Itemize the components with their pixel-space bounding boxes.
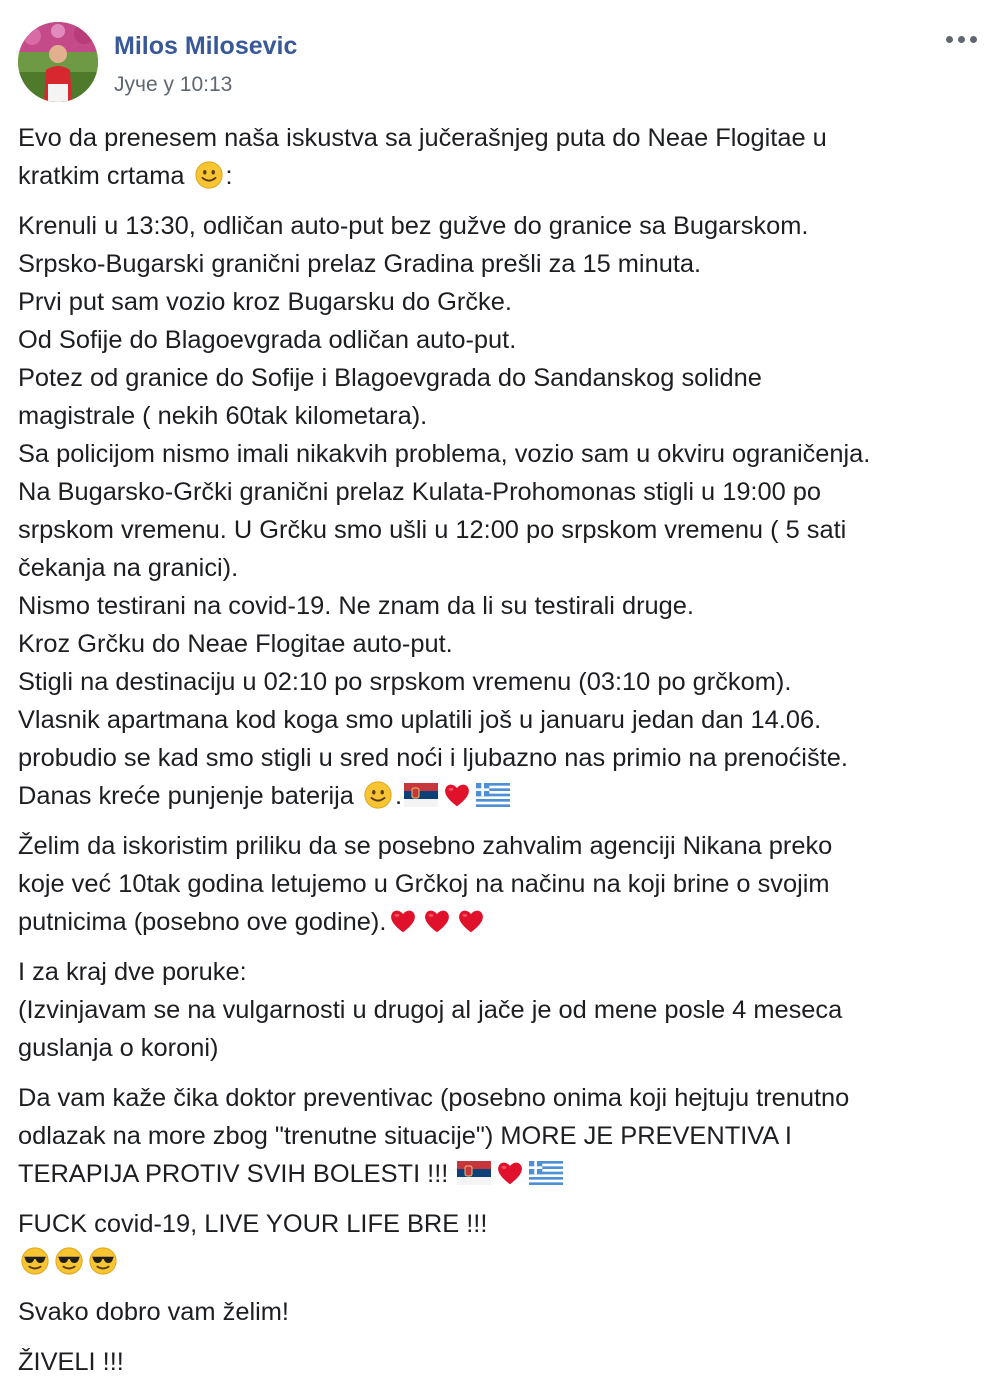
greece-flag-emoji-icon: [529, 1161, 563, 1185]
post-paragraph: [18, 1205, 988, 1281]
post-text-line: [18, 119, 988, 157]
serbia-flag-emoji-icon: [404, 783, 438, 807]
red-heart-emoji-icon: [422, 906, 452, 936]
post-text-segment: .: [394, 782, 403, 810]
red-heart-emoji-icon: [495, 1158, 525, 1188]
smiling-face-emoji-icon: [194, 160, 224, 190]
post-text-line: [18, 157, 988, 195]
post-text-line: [18, 1343, 988, 1381]
post-text-line: [18, 903, 988, 941]
post-text-line: [18, 1243, 988, 1281]
smiling-face-with-sunglasses-emoji-icon: [20, 1246, 50, 1276]
post-text-line: [18, 207, 988, 245]
post-text-segment: kratkim crtama: [18, 162, 192, 190]
post-text-line: [18, 435, 988, 473]
post-text-line: [18, 587, 988, 625]
post-paragraph: [18, 207, 988, 815]
post-text-segment: magistrale ( nekih 60tak kilometara).: [18, 402, 428, 430]
post-text-line: [18, 1205, 988, 1243]
post-text-segment: koje već 10tak godina letujemo u Grčkoj na načinu na koji brine o svojim: [18, 870, 830, 898]
post-text-segment: Krenuli u 13:30, odličan auto-put bez gužve do granice sa Bugarskom.: [18, 212, 809, 240]
post-text-segment: FUCK covid-19, LIVE YOUR LIFE BRE !!!: [18, 1210, 488, 1238]
post-text-line: [18, 663, 988, 701]
post-text-line: [18, 1293, 988, 1331]
post-text-line: [18, 777, 988, 815]
post-text-segment: probudio se kad smo stigli u sred noći i ljubazno nas primio na prenoćište.: [18, 744, 848, 772]
serbia-flag-emoji-icon: [457, 1161, 491, 1185]
post-text-segment: Od Sofije do Blagoevgrada odličan auto-put.: [18, 326, 517, 354]
post-text-line: [18, 549, 988, 587]
post-text-segment: Želim da iskoristim priliku da se posebno zahvalim agenciji Nikana preko: [18, 832, 833, 860]
more-horizontal-icon-dot: [958, 36, 965, 43]
more-horizontal-icon-dot: [970, 36, 977, 43]
post-text-segment: ŽIVELI !!!: [18, 1348, 124, 1376]
post-text-segment: srpskom vremenu. U Grčku smo ušli u 12:00 po srpskom vremenu ( 5 sati: [18, 516, 847, 544]
post-text-segment: Srpsko-Bugarski granični prelaz Gradina prešli za 15 minuta.: [18, 250, 702, 278]
post-text-line: [18, 359, 988, 397]
post-text-segment: Potez od granice do Sofije i Blagoevgrada do Sandanskog solidne: [18, 364, 762, 392]
smiling-face-emoji-icon: [363, 780, 393, 810]
post-text-segment: Kroz Grčku do Neae Flogitae auto-put.: [18, 630, 453, 658]
smiling-face-with-sunglasses-emoji-icon: [54, 1246, 84, 1276]
post-text-segment: čekanja na granici).: [18, 554, 239, 582]
post-paragraph: [18, 953, 988, 1067]
avatar-photo: [18, 22, 98, 102]
smiling-face-with-sunglasses-emoji-icon: [88, 1246, 118, 1276]
post-text-line: [18, 827, 988, 865]
post-paragraph: [18, 827, 988, 941]
post-text-segment: Na Bugarsko-Grčki granični prelaz Kulata-Prohomonas stigli u 19:00 po: [18, 478, 822, 506]
post-text-segment: Prvi put sam vozio kroz Bugarsku do Grčke.: [18, 288, 512, 316]
red-heart-emoji-icon: [456, 906, 486, 936]
post-paragraph: [18, 1343, 988, 1381]
post-paragraph: [18, 119, 988, 195]
more-horizontal-icon: [946, 36, 953, 43]
author-avatar[interactable]: [18, 22, 98, 102]
red-heart-emoji-icon: [442, 780, 472, 810]
post-text-line: [18, 245, 988, 283]
post-text-segment: guslanja o koroni): [18, 1034, 219, 1062]
post-options-button[interactable]: [942, 26, 982, 52]
red-heart-emoji-icon: [388, 906, 418, 936]
post-text-line: [18, 625, 988, 663]
post-text-line: [18, 701, 988, 739]
post-text-segment: odlazak na more zbog "trenutne situacije") MORE JE PREVENTIVA I: [18, 1122, 792, 1150]
post-text-line: [18, 1117, 988, 1155]
post-text-segment: Stigli na destinaciju u 02:10 po srpskom vremenu (03:10 po grčkom).: [18, 668, 792, 696]
post-text-segment: Da vam kaže čika doktor preventivac (posebno onima koji hejtuju trenutno: [18, 1084, 850, 1112]
post-text-segment: Danas kreće punjenje baterija: [18, 782, 361, 810]
post-text-line: [18, 321, 988, 359]
post-text-segment: Evo da prenesem naša iskustva sa jučerašnjeg puta do Neae Flogitae u: [18, 124, 827, 152]
post-text-segment: Vlasnik apartmana kod koga smo uplatili još u januaru jedan dan 14.06.: [18, 706, 822, 734]
post-text-segment: Sa policijom nismo imali nikakvih problema, vozio sam u okviru ograničenja.: [18, 440, 871, 468]
post-paragraph: [18, 1079, 988, 1193]
post-text-line: [18, 739, 988, 777]
greece-flag-emoji-icon: [476, 783, 510, 807]
post-text-segment: putnicima (posebno ove godine).: [18, 908, 387, 936]
post-message: [18, 119, 988, 1393]
author-name[interactable]: Milos Milosevic: [114, 32, 298, 60]
post-text-segment: (Izvinjavam se na vulgarnosti u drugoj al jače je od mene posle 4 meseca: [18, 996, 843, 1024]
post-text-segment: :: [225, 162, 233, 190]
post-text-segment: Svako dobro vam želim!: [18, 1298, 289, 1326]
post-text-segment: TERAPIJA PROTIV SVIH BOLESTI !!!: [18, 1160, 456, 1188]
post-text-segment: Nismo testirani na covid-19. Ne znam da li su testirali druge.: [18, 592, 694, 620]
post-text-line: [18, 283, 988, 321]
post-text-line: [18, 991, 988, 1029]
post-text-line: [18, 1079, 988, 1117]
post-timestamp[interactable]: Јуче у 10:13: [114, 73, 233, 96]
post-text-line: [18, 1029, 988, 1067]
post-text-line: [18, 511, 988, 549]
post-text-line: [18, 865, 988, 903]
post-text-line: [18, 1155, 988, 1193]
post-text-line: [18, 953, 988, 991]
post-text-line: [18, 473, 988, 511]
post-text-line: [18, 397, 988, 435]
post-text-segment: I za kraj dve poruke:: [18, 958, 247, 986]
post-paragraph: [18, 1293, 988, 1331]
post-header: [18, 22, 982, 106]
